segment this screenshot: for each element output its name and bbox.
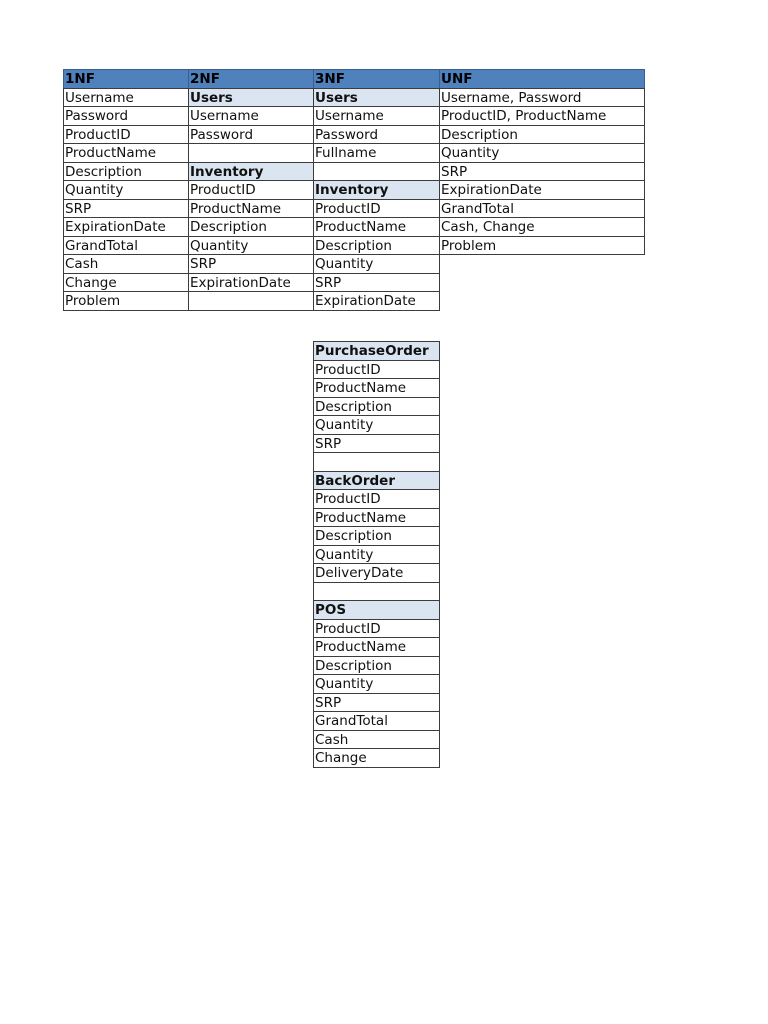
cell: GrandTotal bbox=[439, 199, 645, 219]
column-3nf bbox=[313, 69, 440, 311]
cell: Problem bbox=[63, 291, 189, 311]
cell: Description bbox=[188, 217, 314, 237]
cell: Quantity bbox=[313, 674, 440, 694]
cell: Change bbox=[313, 748, 440, 768]
header-2nf: 2NF bbox=[188, 69, 314, 89]
cell: ProductName bbox=[63, 143, 189, 163]
cell: ProductName bbox=[188, 199, 314, 219]
cell: Description bbox=[313, 656, 440, 676]
table-title-pos: POS bbox=[313, 600, 440, 620]
cell: ProductID bbox=[313, 489, 440, 509]
cell: GrandTotal bbox=[63, 236, 189, 256]
empty-cell bbox=[313, 452, 440, 472]
cell: Password bbox=[313, 125, 440, 145]
cell: Quantity bbox=[313, 415, 440, 435]
group-inventory: Inventory bbox=[313, 180, 440, 200]
cell: Password bbox=[63, 106, 189, 126]
cell: Description bbox=[439, 125, 645, 145]
cell: ProductName bbox=[313, 637, 440, 657]
cell: ProductName bbox=[313, 217, 440, 237]
table-title-purchase-order: PurchaseOrder bbox=[313, 341, 440, 361]
group-users: Users bbox=[313, 88, 440, 108]
cell: DeliveryDate bbox=[313, 563, 440, 583]
cell: ProductID bbox=[313, 619, 440, 639]
cell: Description bbox=[63, 162, 189, 182]
cell: Problem bbox=[439, 236, 645, 256]
cell: Username bbox=[63, 88, 189, 108]
cell: Fullname bbox=[313, 143, 440, 163]
cell: ExpirationDate bbox=[313, 291, 440, 311]
empty-cell bbox=[313, 582, 440, 602]
lower-tables bbox=[313, 341, 440, 768]
cell: ProductID bbox=[63, 125, 189, 145]
cell: Username, Password bbox=[439, 88, 645, 108]
cell: SRP bbox=[313, 273, 440, 293]
cell: Description bbox=[313, 526, 440, 546]
header-3nf: 3NF bbox=[313, 69, 440, 89]
group-inventory: Inventory bbox=[188, 162, 314, 182]
cell: Quantity bbox=[313, 254, 440, 274]
header-unf: UNF bbox=[439, 69, 645, 89]
cell bbox=[188, 143, 314, 163]
cell: SRP bbox=[313, 434, 440, 454]
cell: Description bbox=[313, 236, 440, 256]
cell: Username bbox=[188, 106, 314, 126]
cell: Cash bbox=[313, 730, 440, 750]
cell bbox=[188, 291, 314, 311]
cell: Cash, Change bbox=[439, 217, 645, 237]
cell: ProductID, ProductName bbox=[439, 106, 645, 126]
cell: ProductName bbox=[313, 378, 440, 398]
cell: ExpirationDate bbox=[439, 180, 645, 200]
cell bbox=[313, 162, 440, 182]
cell: Quantity bbox=[188, 236, 314, 256]
table-title-back-order: BackOrder bbox=[313, 471, 440, 491]
cell: ProductName bbox=[313, 508, 440, 528]
cell: ProductID bbox=[188, 180, 314, 200]
cell: ProductID bbox=[313, 360, 440, 380]
cell: SRP bbox=[188, 254, 314, 274]
cell: Quantity bbox=[439, 143, 645, 163]
cell: ExpirationDate bbox=[188, 273, 314, 293]
cell: SRP bbox=[63, 199, 189, 219]
cell: Quantity bbox=[63, 180, 189, 200]
cell: Change bbox=[63, 273, 189, 293]
column-unf bbox=[439, 69, 645, 255]
cell: ProductID bbox=[313, 199, 440, 219]
group-users: Users bbox=[188, 88, 314, 108]
column-2nf bbox=[188, 69, 314, 311]
cell: GrandTotal bbox=[313, 711, 440, 731]
cell: ExpirationDate bbox=[63, 217, 189, 237]
cell: Cash bbox=[63, 254, 189, 274]
cell: Description bbox=[313, 397, 440, 417]
cell: SRP bbox=[439, 162, 645, 182]
cell: SRP bbox=[313, 693, 440, 713]
cell: Username bbox=[313, 106, 440, 126]
header-1nf: 1NF bbox=[63, 69, 189, 89]
cell: Quantity bbox=[313, 545, 440, 565]
column-1nf bbox=[63, 69, 189, 311]
cell: Password bbox=[188, 125, 314, 145]
